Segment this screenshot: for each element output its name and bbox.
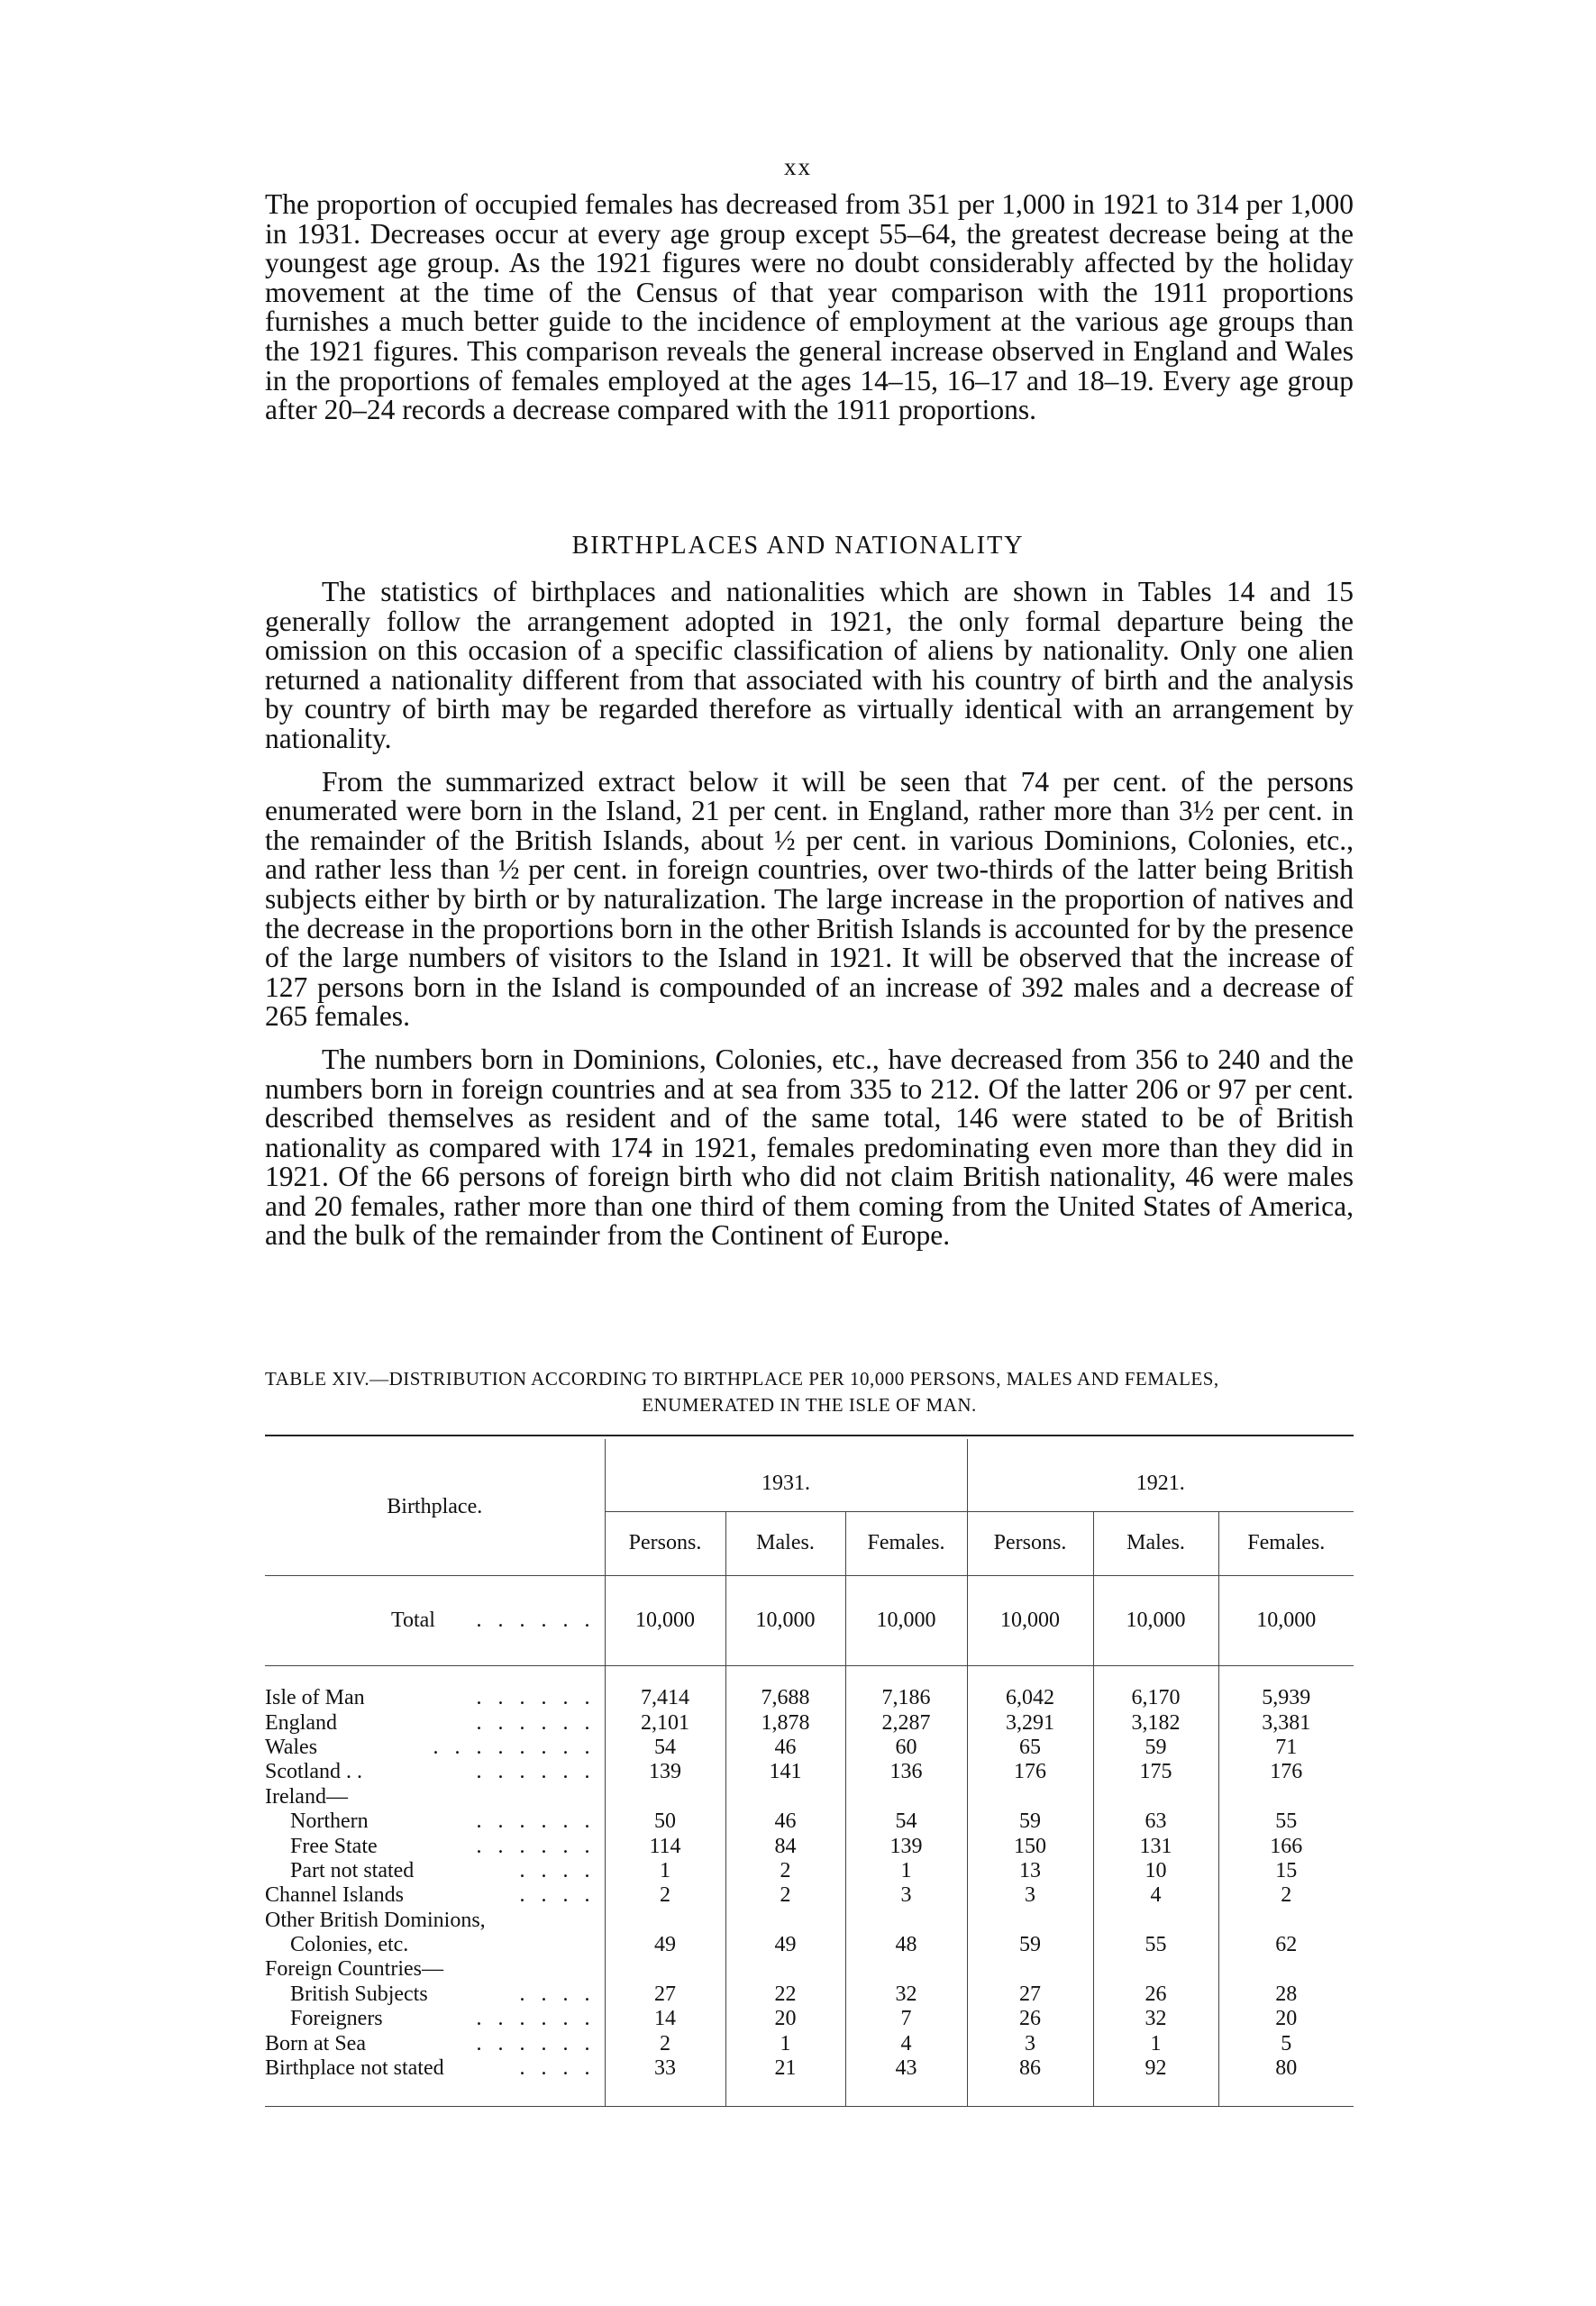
cell: 15 <box>1218 1859 1354 1883</box>
table-caption <box>265 1366 1354 1418</box>
cell: 55 <box>1093 1933 1218 1957</box>
cell: 21 <box>725 2056 845 2081</box>
cell <box>967 1785 1093 1809</box>
cell: 2,101 <box>605 1710 725 1735</box>
cell: 6,170 <box>1093 1686 1218 1710</box>
cell: 13 <box>967 1859 1093 1883</box>
row-label <box>265 1909 605 1933</box>
cell: 7,186 <box>845 1686 967 1710</box>
cell: 62 <box>1218 1933 1354 1957</box>
cell: 84 <box>725 1834 845 1858</box>
cell: 3 <box>967 2031 1093 2055</box>
row-label-text: Isle of Man <box>265 1686 365 1710</box>
cell: 48 <box>845 1933 967 1957</box>
cell: 10,000 <box>967 1575 1093 1665</box>
cell <box>967 1957 1093 1982</box>
row-label-text: Scotland . . <box>265 1760 362 1784</box>
table-body <box>265 1686 1354 2081</box>
cell: 22 <box>725 1982 845 2007</box>
cell <box>605 1785 725 1809</box>
row-label <box>265 1933 605 1957</box>
cell: 3 <box>967 1883 1093 1908</box>
leader-dots: . . . . . . <box>476 2031 596 2055</box>
cell: 5 <box>1218 2031 1354 2055</box>
cell <box>1093 1909 1218 1933</box>
cell: 28 <box>1218 1982 1354 2007</box>
cell: 139 <box>845 1834 967 1858</box>
cell: 1 <box>1093 2031 1218 2055</box>
row-label-text: Colonies, etc. <box>290 1933 409 1957</box>
row-label <box>265 1982 605 2007</box>
row-label-text: Total <box>391 1608 435 1632</box>
leader-dots: . . . . . . <box>476 1834 596 1858</box>
table-row <box>265 1809 1354 1834</box>
cell: 2 <box>605 1883 725 1908</box>
cell: 2 <box>605 2031 725 2055</box>
cell <box>1093 1785 1218 1809</box>
cell: 10,000 <box>725 1575 845 1665</box>
stub-header: Birthplace. <box>265 1439 605 1575</box>
cell: 7 <box>845 2007 967 2031</box>
cell: 2,287 <box>845 1710 967 1735</box>
table-caption-line: TABLE XIV.—DISTRIBUTION ACCORDING TO BIRTHPLACE PER 10,000 PERSONS, MALES AND FEMALES, <box>265 1368 1219 1390</box>
row-label <box>265 1710 605 1735</box>
row-label-text: Northern <box>290 1809 369 1834</box>
cell: 49 <box>605 1933 725 1957</box>
cell: 27 <box>967 1982 1093 2007</box>
cell: 1 <box>725 2031 845 2055</box>
cell: 27 <box>605 1982 725 2007</box>
cell: 55 <box>1218 1809 1354 1834</box>
cell: 60 <box>845 1736 967 1760</box>
cell <box>605 1957 725 1982</box>
leader-dots: . . . . <box>519 1883 596 1908</box>
section-body <box>265 578 1354 1251</box>
row-label-text: Free State <box>290 1834 378 1858</box>
cell: 92 <box>1093 2056 1218 2081</box>
leader-dots: . . . . <box>519 1858 596 1882</box>
cell: 3,182 <box>1093 1710 1218 1735</box>
cell: 65 <box>967 1736 1093 1760</box>
cell: 1,878 <box>725 1710 845 1735</box>
cell: 20 <box>725 2007 845 2031</box>
leader-dots: . . . . . . <box>476 2007 596 2031</box>
table-row <box>265 1933 1354 1957</box>
year-header-1931: 1931. <box>605 1439 967 1511</box>
cell: 54 <box>605 1736 725 1760</box>
cell: 176 <box>967 1760 1093 1784</box>
column-header: Males. <box>1093 1511 1218 1575</box>
row-label-text: Foreign Countries— <box>265 1957 443 1982</box>
column-header: Females. <box>1218 1511 1354 1575</box>
row-label-text: Birthplace not stated <box>265 2056 444 2081</box>
row-label-text: England <box>265 1710 337 1735</box>
row-label-text: Ireland— <box>265 1784 348 1809</box>
leader-dots: . . . . <box>519 2056 596 2081</box>
row-label <box>265 1957 605 1982</box>
row-label <box>265 1785 605 1809</box>
table-row <box>265 1760 1354 1784</box>
table-row <box>265 1957 1354 1982</box>
cell: 4 <box>1093 1883 1218 1908</box>
table-row <box>265 1982 1354 2007</box>
cell: 2 <box>1218 1883 1354 1908</box>
cell: 10,000 <box>845 1575 967 1665</box>
cell <box>967 1909 1093 1933</box>
cell: 5,939 <box>1218 1686 1354 1710</box>
cell: 3 <box>845 1883 967 1908</box>
cell: 14 <box>605 2007 725 2031</box>
cell <box>845 1957 967 1982</box>
row-label <box>265 1859 605 1883</box>
cell <box>725 1957 845 1982</box>
cell: 33 <box>605 2056 725 2081</box>
cell: 49 <box>725 1933 845 1957</box>
table-row <box>265 2031 1354 2055</box>
row-label <box>265 2007 605 2031</box>
year-header-1921: 1921. <box>967 1439 1354 1511</box>
cell: 59 <box>1093 1736 1218 1760</box>
leader-dots: . . . . . . <box>476 1809 596 1834</box>
cell: 80 <box>1218 2056 1354 2081</box>
row-label-text: Part not stated <box>290 1858 415 1882</box>
cell: 71 <box>1218 1736 1354 1760</box>
leader-dots: . . . . . . . . <box>433 1735 596 1759</box>
leader-dots: . . . . . . <box>476 1608 596 1632</box>
table-row <box>265 1883 1354 1908</box>
row-label-text: Channel Islands <box>265 1883 404 1908</box>
intro-text <box>265 190 1354 425</box>
table-row <box>265 2007 1354 2031</box>
table-row <box>265 2056 1354 2081</box>
cell: 20 <box>1218 2007 1354 2031</box>
table-row <box>265 1736 1354 1760</box>
paragraph: The numbers born in Dominions, Colonies, etc., have decreased from 356 to 240 and the numbers born in foreign countries and at sea from 335 to 212. Of the latter 206 or 97 per cent. described themselves as resident and of the same total, 146 were stated to be of British nationality as compared with 174 in 1921, females predominating even more than they did in 1921. Of the 66 persons of foreign birth who did not claim British nationality, 46 were males and 20 females, rather more than one third of them coming from the United States of America, and the bulk of the remainder from the Continent of Europe. <box>265 1043 1354 1252</box>
cell: 59 <box>967 1809 1093 1834</box>
cell: 59 <box>967 1933 1093 1957</box>
cell: 136 <box>845 1760 967 1784</box>
cell: 10,000 <box>1093 1575 1218 1665</box>
cell: 150 <box>967 1834 1093 1858</box>
page-number: xx <box>784 153 812 180</box>
cell: 50 <box>605 1809 725 1834</box>
row-label <box>265 2031 605 2055</box>
table-top-rule <box>265 1435 1354 1436</box>
spacer-row <box>265 1665 1354 1686</box>
intro-paragraph: The proportion of occupied females has decreased from 351 per 1,000 in 1921 to 314 per 1,000 in 1931. Decreases occur at every age group except 55–64, the greatest decrease being at the youngest age group. As the 1921 figures were no doubt considerably affected by the holiday movement at the time of the Census of that year comparison with the 1911 proportions furnishes a much better guide to the incidence of employment at the various age groups than the 1921 figures. This comparison reveals the general increase observed in England and Wales in the proportions of females employed at the ages 14–15, 16–17 and 18–19. Every age group after 20–24 records a decrease compared with the 1911 proportions. <box>265 188 1354 426</box>
column-header: Males. <box>725 1511 845 1575</box>
paragraph: From the summarized extract below it will be seen that 74 per cent. of the persons enumerated were born in the Island, 21 per cent. in England, rather more than 3½ per cent. in the remainder of the British Islands, about ½ per cent. in various Dominions, Colonies, etc., and rather less than ½ per cent. in foreign countries, over two-thirds of the latter being British subjects either by birth or by naturalization. The large increase in the proportion of natives and the decrease in the proportions born in the other British Islands is accounted for by the presence of the large numbers of visitors to the Island in 1921. It will be observed that the increase of 127 persons born in the Island is compounded of an increase of 392 males and a decrease of 265 females. <box>265 765 1354 1033</box>
cell: 63 <box>1093 1809 1218 1834</box>
row-label <box>265 1736 605 1760</box>
paragraph: The statistics of birthplaces and nationalities which are shown in Tables 14 and 15 generally follow the arrangement adopted in 1921, the only formal departure being the omission on this occasion of a specific classification of aliens by nationality. Only one alien returned a nationality different from that associated with his country of birth and the analysis by country of birth may be regarded therefore as virtually identical with an arrangement by nationality. <box>265 576 1354 754</box>
leader-dots: . . . . . . <box>476 1686 596 1710</box>
row-label <box>265 1575 605 1665</box>
row-label-text: Other British Dominions, <box>265 1908 486 1932</box>
cell: 10 <box>1093 1859 1218 1883</box>
row-label-text: Born at Sea <box>265 2031 366 2055</box>
table-row <box>265 1859 1354 1883</box>
table-row <box>265 1909 1354 1933</box>
cell <box>725 1785 845 1809</box>
cell: 176 <box>1218 1760 1354 1784</box>
table-row <box>265 1686 1354 1710</box>
cell: 46 <box>725 1809 845 1834</box>
cell: 1 <box>605 1859 725 1883</box>
table-caption-line: ENUMERATED IN THE ISLE OF MAN. <box>642 1394 977 1416</box>
row-label <box>265 1686 605 1710</box>
cell: 141 <box>725 1760 845 1784</box>
cell <box>1093 1957 1218 1982</box>
column-header: Persons. <box>605 1511 725 1575</box>
cell: 4 <box>845 2031 967 2055</box>
table-row <box>265 1834 1354 1858</box>
table-row <box>265 1785 1354 1809</box>
cell: 131 <box>1093 1834 1218 1858</box>
cell: 46 <box>725 1736 845 1760</box>
row-label-text: Wales <box>265 1735 318 1759</box>
cell: 26 <box>1093 1982 1218 2007</box>
cell <box>845 1909 967 1933</box>
row-label <box>265 1834 605 1858</box>
cell: 43 <box>845 2056 967 2081</box>
cell: 10,000 <box>1218 1575 1354 1665</box>
cell <box>725 1909 845 1933</box>
row-label-text: British Subjects <box>290 1982 428 2006</box>
cell <box>845 1785 967 1809</box>
cell: 139 <box>605 1760 725 1784</box>
birthplace-table <box>265 1439 1354 2107</box>
cell: 86 <box>967 2056 1093 2081</box>
cell <box>605 1909 725 1933</box>
leader-dots: . . . . <box>519 1982 596 2006</box>
leader-dots: . . . . . . <box>476 1760 596 1784</box>
cell: 7,688 <box>725 1686 845 1710</box>
cell: 54 <box>845 1809 967 1834</box>
cell <box>1218 1957 1354 1982</box>
row-label-text: Foreigners <box>290 2007 383 2031</box>
cell: 114 <box>605 1834 725 1858</box>
row-label <box>265 2056 605 2081</box>
cell: 10,000 <box>605 1575 725 1665</box>
cell: 26 <box>967 2007 1093 2031</box>
cell: 32 <box>1093 2007 1218 2031</box>
cell: 6,042 <box>967 1686 1093 1710</box>
cell: 3,291 <box>967 1710 1093 1735</box>
row-label <box>265 1883 605 1908</box>
table-row <box>265 1710 1354 1735</box>
cell: 32 <box>845 1982 967 2007</box>
cell: 166 <box>1218 1834 1354 1858</box>
leader-dots: . . . . . . <box>476 1710 596 1735</box>
row-label <box>265 1760 605 1784</box>
cell: 7,414 <box>605 1686 725 1710</box>
section-heading: BIRTHPLACES AND NATIONALITY <box>571 532 1025 560</box>
cell: 1 <box>845 1859 967 1883</box>
cell: 175 <box>1093 1760 1218 1784</box>
cell <box>1218 1909 1354 1933</box>
cell: 2 <box>725 1859 845 1883</box>
column-header: Females. <box>845 1511 967 1575</box>
cell <box>1218 1785 1354 1809</box>
column-header: Persons. <box>967 1511 1093 1575</box>
cell: 3,381 <box>1218 1710 1354 1735</box>
spacer-row <box>265 2081 1354 2106</box>
table-row-total <box>265 1575 1354 1665</box>
cell: 2 <box>725 1883 845 1908</box>
row-label <box>265 1809 605 1834</box>
